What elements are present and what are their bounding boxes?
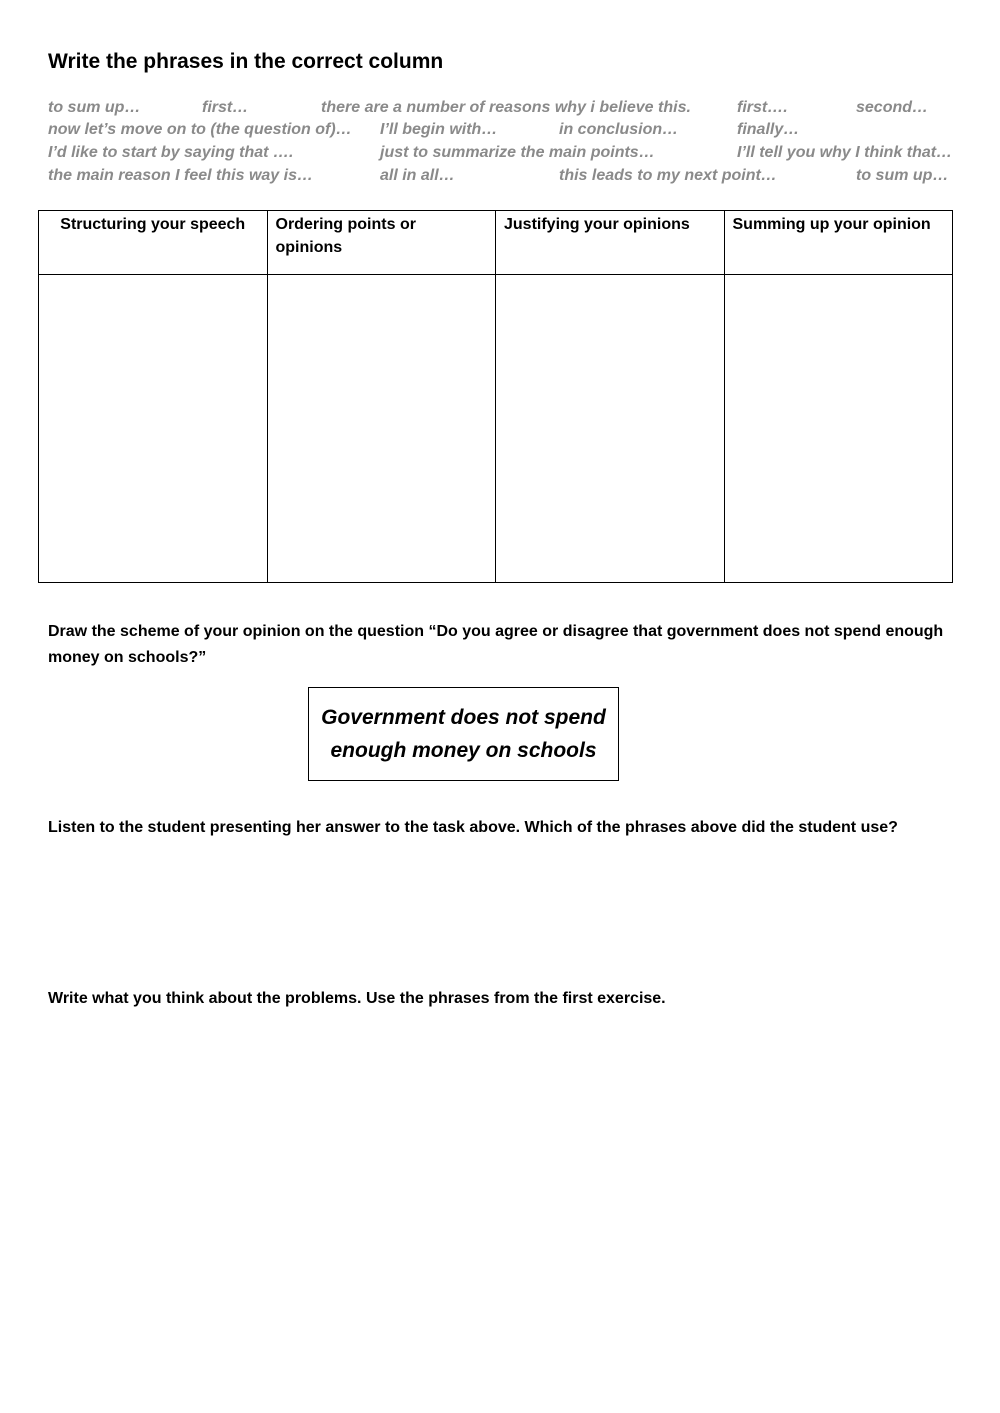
phrase-item[interactable]: to sum up… [48, 99, 141, 116]
sorting-table [38, 210, 953, 583]
scheme-central-box [308, 687, 619, 781]
page-title: Write the phrases in the correct column [48, 50, 444, 73]
phrase-item[interactable]: this leads to my next point… [559, 167, 777, 184]
phrase-item[interactable]: first… [202, 99, 249, 116]
column-header-structuring: Structuring your speech [39, 211, 268, 275]
phrase-item[interactable]: I’ll tell you why I think that… [737, 144, 953, 161]
drop-zone-structuring[interactable] [39, 275, 268, 583]
drop-zone-summing[interactable] [724, 275, 953, 583]
phrase-item[interactable]: all in all… [380, 167, 455, 184]
phrase-item[interactable]: there are a number of reasons why i believe this. [321, 99, 691, 116]
phrase-item[interactable]: second… [856, 99, 929, 116]
phrase-item[interactable]: to sum up… [856, 167, 949, 184]
column-header-justifying: Justifying your opinions [496, 211, 725, 275]
phrase-item[interactable]: now let’s move on to (the question of)… [48, 121, 352, 138]
task2-instruction: Draw the scheme of your opinion on the question “Do you agree or disagree that government does not spend enough money on schools?” [48, 623, 944, 666]
phrase-item[interactable]: first…. [737, 99, 788, 116]
column-header-ordering: Ordering points or opinions [267, 211, 496, 275]
phrase-item[interactable]: finally… [737, 121, 800, 138]
column-header-summing: Summing up your opinion [724, 211, 953, 275]
phrase-item[interactable]: just to summarize the main points… [380, 144, 655, 161]
phrase-item[interactable]: I’ll begin with… [380, 121, 498, 138]
phrase-item[interactable]: in conclusion… [559, 121, 679, 138]
task4-instruction: Write what you think about the problems. Use the phrases from the first exercise. [48, 990, 666, 1007]
phrase-item[interactable]: I’d like to start by saying that …. [48, 144, 294, 161]
drop-zone-ordering[interactable] [267, 275, 496, 583]
task3-instruction: Listen to the student presenting her answer to the task above. Which of the phrases above did the student use? [48, 819, 898, 836]
phrase-item[interactable]: the main reason I feel this way is… [48, 167, 313, 184]
scheme-central-text: Government does not spend enough money on schools [321, 706, 606, 762]
drop-zone-justifying[interactable] [496, 275, 725, 583]
